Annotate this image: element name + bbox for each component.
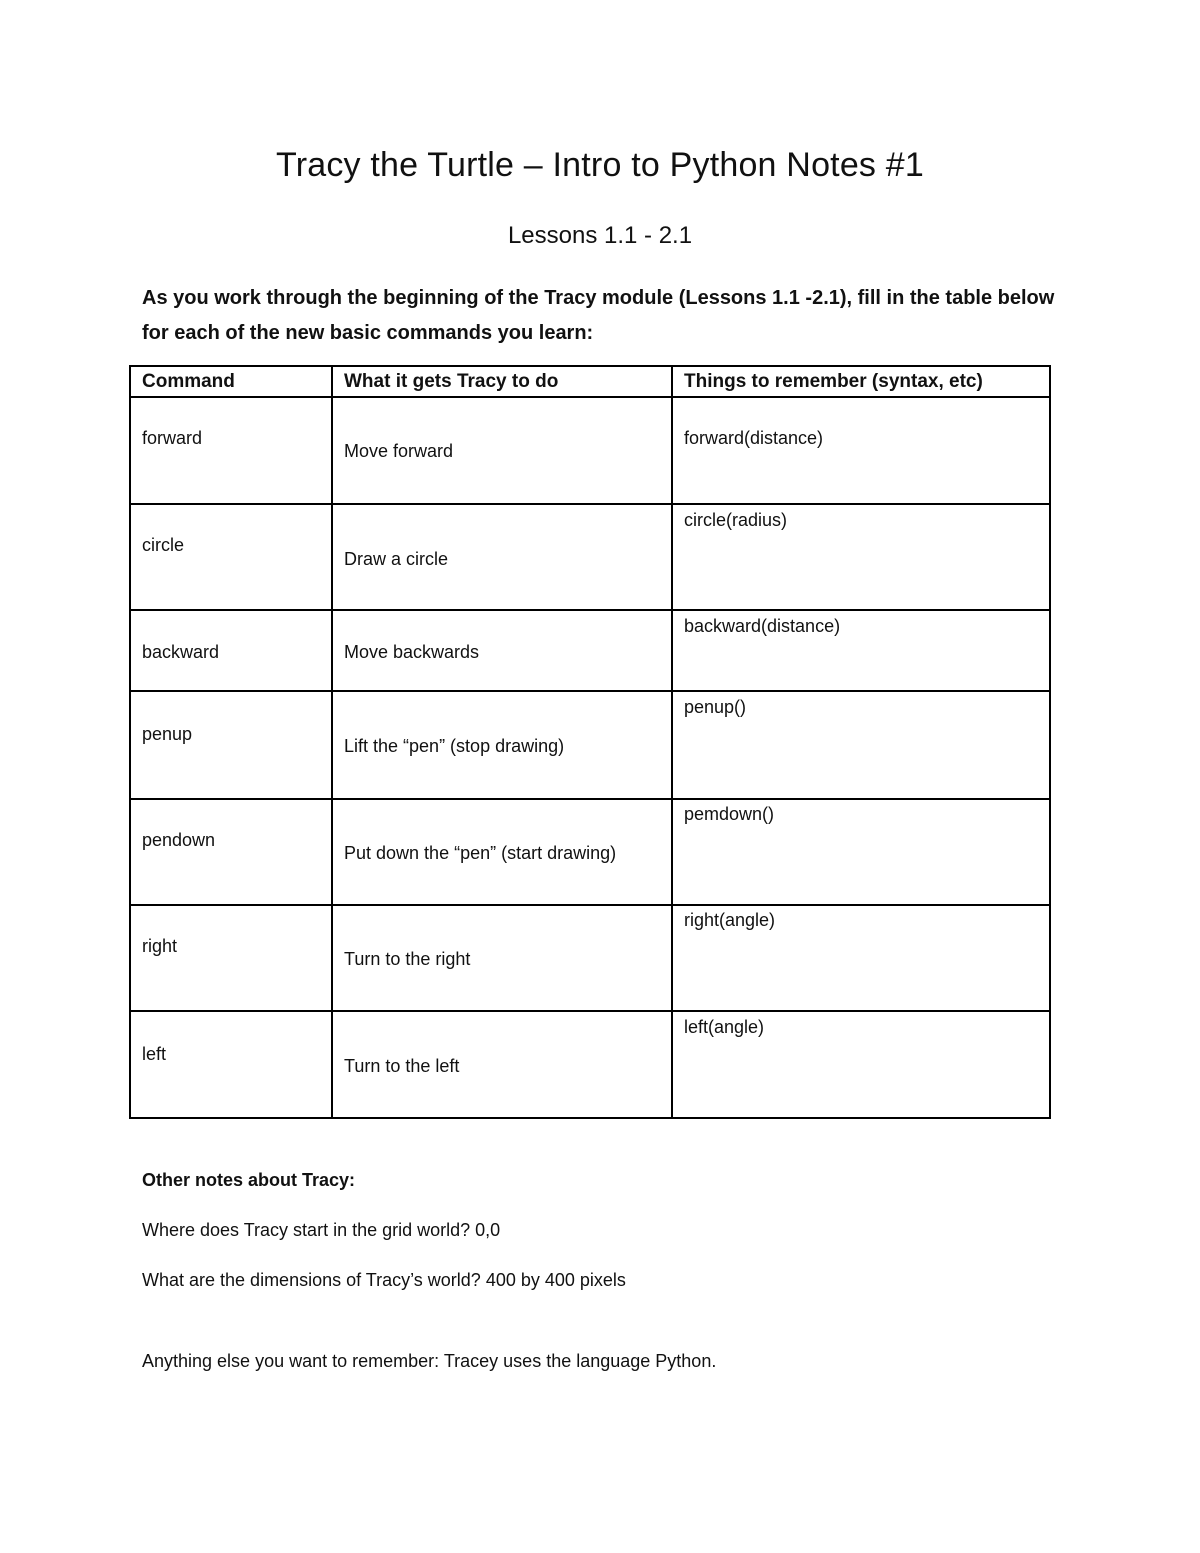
syntax-text: circle(radius) bbox=[684, 510, 788, 530]
command-text: penup bbox=[142, 724, 193, 744]
description-text: Turn to the right bbox=[344, 949, 471, 969]
page-subtitle: Lessons 1.1 - 2.1 bbox=[507, 222, 693, 249]
other-notes-heading: Other notes about Tracy: bbox=[142, 1170, 356, 1190]
table-row bbox=[130, 397, 1050, 504]
syntax-text: left(angle) bbox=[684, 1017, 765, 1037]
syntax-cell bbox=[672, 1011, 1050, 1118]
description-text: Draw a circle bbox=[344, 549, 449, 569]
header-command: Command bbox=[130, 366, 332, 397]
command-cell bbox=[130, 799, 332, 905]
command-text: backward bbox=[142, 642, 220, 662]
syntax-cell bbox=[672, 691, 1050, 799]
world-dimensions-note: What are the dimensions of Tracy’s world? 400 by 400 pixels bbox=[142, 1270, 626, 1290]
command-cell bbox=[130, 905, 332, 1011]
description-cell bbox=[332, 799, 672, 905]
page-title: Tracy the Turtle – Intro to Python Notes #1 bbox=[276, 146, 924, 184]
table-row bbox=[130, 610, 1050, 691]
syntax-cell bbox=[672, 799, 1050, 905]
description-cell bbox=[332, 504, 672, 610]
command-cell bbox=[130, 610, 332, 691]
syntax-text: right(angle) bbox=[684, 910, 776, 930]
start-position-note: Where does Tracy start in the grid world? 0,0 bbox=[142, 1220, 501, 1240]
anything-else-note: Anything else you want to remember: Tracey uses the language Python. bbox=[142, 1351, 717, 1371]
header-things-to-remember: Things to remember (syntax, etc) bbox=[672, 366, 1050, 397]
table-row bbox=[130, 1011, 1050, 1118]
description-text: Move forward bbox=[344, 441, 454, 461]
table-row bbox=[130, 905, 1050, 1011]
description-cell bbox=[332, 1011, 672, 1118]
instructions-text: As you work through the beginning of the Tracy module (Lessons 1.1 -2.1), fill in the table below for each of the new basic commands you learn: bbox=[142, 287, 1055, 344]
table-header-row bbox=[130, 366, 1050, 397]
syntax-text: penup() bbox=[684, 697, 747, 717]
command-text: left bbox=[142, 1044, 167, 1064]
syntax-cell bbox=[672, 504, 1050, 610]
command-cell bbox=[130, 397, 332, 504]
syntax-cell bbox=[672, 397, 1050, 504]
description-cell bbox=[332, 397, 672, 504]
command-cell bbox=[130, 691, 332, 799]
command-text: forward bbox=[142, 428, 203, 448]
syntax-text: pemdown() bbox=[684, 804, 775, 824]
command-text: right bbox=[142, 936, 178, 956]
syntax-text: backward(distance) bbox=[684, 616, 841, 636]
header-what-it-does: What it gets Tracy to do bbox=[332, 366, 672, 397]
command-cell bbox=[130, 504, 332, 610]
description-cell bbox=[332, 610, 672, 691]
table-row bbox=[130, 691, 1050, 799]
syntax-text: forward(distance) bbox=[684, 428, 824, 448]
description-cell bbox=[332, 905, 672, 1011]
description-text: Put down the “pen” (start drawing) bbox=[344, 843, 617, 863]
description-text: Lift the “pen” (stop drawing) bbox=[344, 736, 565, 756]
syntax-cell bbox=[672, 610, 1050, 691]
description-cell bbox=[332, 691, 672, 799]
commands-table bbox=[129, 365, 1051, 1119]
command-text: circle bbox=[142, 535, 185, 555]
syntax-cell bbox=[672, 905, 1050, 1011]
description-text: Move backwards bbox=[344, 642, 480, 662]
command-cell bbox=[130, 1011, 332, 1118]
command-text: pendown bbox=[142, 830, 216, 850]
table-row bbox=[130, 504, 1050, 610]
description-text: Turn to the left bbox=[344, 1056, 460, 1076]
table-row bbox=[130, 799, 1050, 905]
